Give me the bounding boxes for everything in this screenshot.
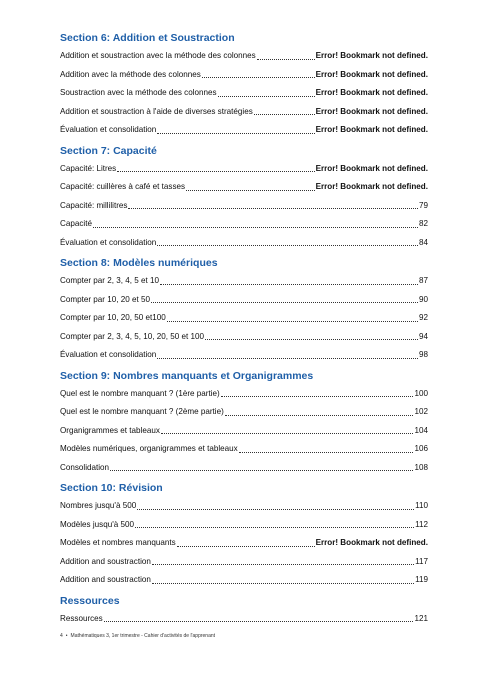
section-heading: Section 6: Addition et Soustraction (60, 32, 235, 44)
toc-entry[interactable] (60, 309, 428, 328)
dot-leader (257, 59, 315, 60)
toc-entry-page: Error! Bookmark not defined. (315, 88, 428, 97)
dot-leader (167, 321, 418, 322)
toc-entry-page: 82 (418, 219, 428, 228)
toc-entry-page: Error! Bookmark not defined. (315, 125, 428, 134)
toc-entry[interactable] (60, 84, 428, 103)
toc-entry[interactable] (60, 385, 428, 404)
toc-entry[interactable] (60, 160, 428, 179)
toc-entry-page: Error! Bookmark not defined. (315, 163, 428, 173)
toc-entry[interactable] (60, 516, 428, 535)
footer-title: Mathématiques 3, 1er trimestre - Cahier d'activités de l'apprenant (70, 633, 216, 639)
toc-entry-page: 108 (414, 462, 428, 472)
toc-entry-page: Error! Bookmark not defined. (315, 106, 428, 116)
toc-section (60, 480, 428, 593)
toc-entry[interactable] (60, 291, 428, 310)
toc-entry[interactable] (60, 459, 428, 478)
toc-entry[interactable] (60, 66, 428, 85)
toc-entry-label: Capacité: cuillères à café et tasses (60, 182, 186, 191)
page-footer (60, 633, 215, 639)
toc-entry-page: Error! Bookmark not defined. (315, 182, 428, 191)
toc-entry-label: Compter par 10, 20, 50 et100 (60, 313, 166, 322)
section-heading: Section 9: Nombres manquants et Organigrammes (60, 369, 314, 382)
toc-entry[interactable] (60, 571, 428, 590)
table-of-contents (60, 30, 428, 628)
toc-entry[interactable] (60, 197, 428, 216)
toc-entry-label: Modèles numériques, organigrammes et tableaux (60, 444, 238, 453)
dot-leader (152, 564, 414, 565)
toc-section (60, 30, 428, 143)
toc-entry[interactable] (60, 234, 428, 253)
section-heading: Section 7: Capacité (60, 144, 157, 157)
toc-entry-label: Quel est le nombre manquant ? (1ère partie) (60, 388, 220, 398)
toc-entry[interactable] (60, 272, 428, 291)
footer-bullet: • (65, 633, 68, 639)
toc-entry-page: 87 (418, 276, 428, 285)
toc-entry-label: Nombres jusqu'à 500 (60, 501, 137, 510)
dot-leader (157, 133, 314, 134)
toc-entry-page: 102 (414, 407, 428, 416)
toc-entry-page: Error! Bookmark not defined. (315, 538, 428, 547)
toc-entry[interactable] (60, 178, 428, 197)
toc-entry-label: Modèles jusqu'à 500 (60, 519, 134, 529)
toc-entry-page: 104 (414, 425, 428, 435)
dot-leader (128, 208, 418, 209)
toc-entry-page: Error! Bookmark not defined. (315, 69, 428, 79)
toc-entry-page: 79 (418, 200, 428, 210)
toc-entry-label: Addition and soustraction (60, 575, 151, 584)
dot-leader (221, 396, 414, 397)
toc-entry[interactable] (60, 121, 428, 140)
dot-leader (151, 302, 418, 303)
toc-entry-page: 90 (418, 294, 428, 304)
dot-leader (161, 433, 414, 434)
toc-entry-label: Quel est le nombre manquant ? (2ème partie) (60, 407, 224, 416)
toc-entry[interactable] (60, 346, 428, 365)
toc-entry-label: Capacité: millilitres (60, 200, 128, 210)
toc-entry[interactable] (60, 610, 428, 629)
dot-leader (177, 546, 315, 547)
toc-entry-page: 121 (414, 613, 428, 623)
toc-entry-label: Addition and soustraction (60, 556, 151, 566)
toc-entry-page: 100 (414, 388, 428, 398)
dot-leader (160, 284, 418, 285)
toc-entry-label: Évaluation et consolidation (60, 125, 157, 134)
dot-leader (186, 190, 314, 191)
dot-leader (110, 470, 413, 471)
toc-entry-page: 106 (414, 444, 428, 453)
toc-entry[interactable] (60, 440, 428, 459)
footer-page-number: 4 (60, 633, 63, 639)
section-heading: Section 10: Révision (60, 482, 163, 494)
toc-entry-page: 84 (418, 237, 428, 247)
dot-leader (239, 452, 414, 453)
dot-leader (254, 114, 315, 115)
section-heading: Section 8: Modèles numériques (60, 257, 218, 269)
toc-section (60, 255, 428, 368)
toc-entry[interactable] (60, 497, 428, 516)
toc-entry-page: 110 (415, 501, 428, 510)
dot-leader (117, 171, 314, 172)
dot-leader (202, 77, 315, 78)
toc-entry[interactable] (60, 103, 428, 122)
toc-entry-label: Addition et soustraction avec la méthode des colonnes (60, 51, 256, 60)
toc-entry-label: Évaluation et consolidation (60, 350, 157, 359)
dot-leader (135, 527, 414, 528)
toc-entry[interactable] (60, 215, 428, 234)
toc-entry[interactable] (60, 403, 428, 422)
toc-entry[interactable] (60, 534, 428, 553)
toc-section (60, 143, 428, 256)
toc-entry-label: Évaluation et consolidation (60, 237, 157, 247)
toc-entry-label: Consolidation (60, 462, 110, 472)
toc-entry-label: Addition avec la méthode des colonnes (60, 69, 201, 79)
toc-entry-label: Compter par 10, 20 et 50 (60, 294, 150, 304)
dot-leader (152, 583, 414, 584)
dot-leader (157, 245, 418, 246)
dot-leader (93, 227, 418, 228)
toc-entry-page: 94 (418, 331, 428, 341)
toc-section (60, 593, 428, 629)
toc-entry-label: Addition et soustraction à l'aide de diverses stratégies (60, 106, 253, 116)
toc-entry-page: Error! Bookmark not defined. (315, 51, 428, 60)
toc-entry-label: Capacité: Litres (60, 163, 117, 173)
toc-entry[interactable] (60, 328, 428, 347)
toc-entry-page: 112 (415, 519, 428, 529)
toc-entry-page: 119 (415, 575, 428, 584)
dot-leader (157, 358, 418, 359)
toc-entry-label: Ressources (60, 613, 103, 623)
toc-entry[interactable] (60, 47, 428, 66)
toc-entry-page: 117 (415, 556, 428, 566)
toc-entry-label: Compter par 2, 3, 4, 5, 10, 20, 50 et 100 (60, 331, 204, 341)
toc-section (60, 368, 428, 481)
dot-leader (137, 509, 414, 510)
toc-entry-page: 92 (418, 313, 428, 322)
toc-entry-label: Organigrammes et tableaux (60, 425, 160, 435)
section-heading: Ressources (60, 594, 120, 607)
toc-entry-label: Compter par 2, 3, 4, 5 et 10 (60, 276, 159, 285)
toc-entry-label: Capacité (60, 219, 92, 228)
toc-entry-page: 98 (418, 350, 428, 359)
toc-entry[interactable] (60, 422, 428, 441)
dot-leader (104, 621, 414, 622)
dot-leader (225, 415, 414, 416)
toc-entry[interactable] (60, 553, 428, 572)
toc-entry-label: Modèles et nombres manquants (60, 538, 176, 547)
toc-entry-label: Soustraction avec la méthode des colonnes (60, 88, 217, 97)
dot-leader (218, 96, 315, 97)
dot-leader (205, 339, 418, 340)
